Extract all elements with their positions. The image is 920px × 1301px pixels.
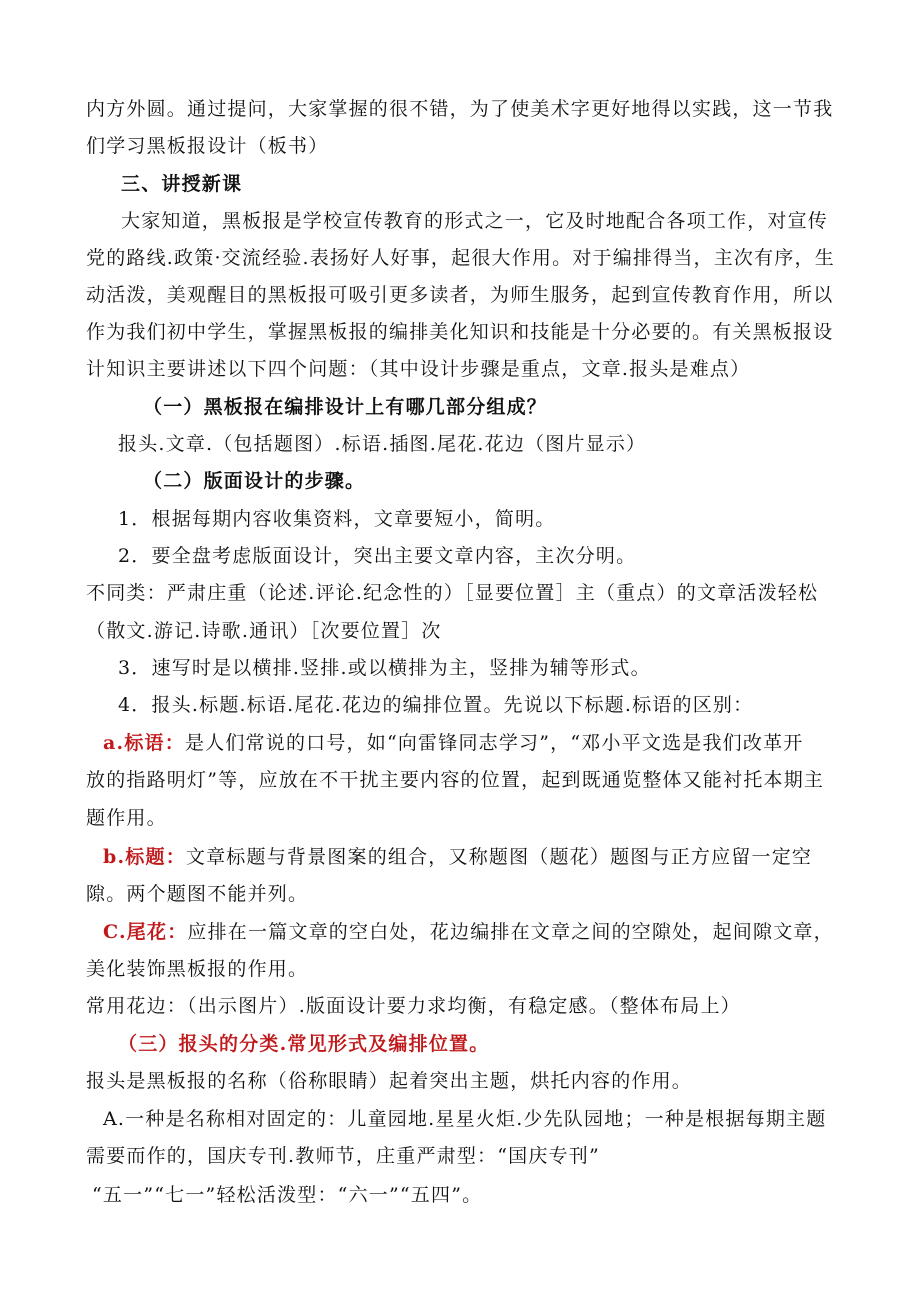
list-item: 1．根据每期内容收集资料，文章要短小，简明。 [118,508,556,530]
item-label: A. [103,1108,126,1130]
term-label: a.标语： [103,732,185,754]
paragraph-line: 大家知道，黑板报是学校宣传教育的形式之一，它及时地配合各项工作，对宣传 [121,210,829,232]
paragraph-line: 美化装饰黑板报的作用。 [86,958,309,980]
paragraph-line: 报头是黑板报的名称（俗称眼睛）起着突出主题，烘托内容的作用。 [86,1070,693,1092]
paragraph-line: （散文.游记.诗歌.通讯）［次要位置］次 [86,620,442,642]
list-item: 4．报头.标题.标语.尾花.花边的编排位置。先说以下标题.标语的区别： [118,694,754,716]
section-heading: 三、讲授新课 [121,173,243,195]
item-text: 一种是名称相对固定的：儿童园地.星星火炬.少先队园地；一种是根据每期主题 [125,1108,827,1130]
paragraph-line: 党的路线.政策·交流经验.表扬好人好事，起很大作用。对于编排得当，主次有序，生 [86,247,835,269]
paragraph-line: 作为我们初中学生，掌握黑板报的编排美化知识和技能是十分必要的。有关黑板报设 [86,321,834,343]
paragraph-line [103,1107,826,1131]
paragraph-line: 报头.文章.（包括题图）.标语.插图.尾花.花边（图片显示） [118,433,647,455]
list-item: 3．速写时是以横排.竖排.或以横排为主，竖排为辅等形式。 [118,657,651,679]
paragraph-line [103,731,803,755]
subsection-heading: （三）报头的分类.常见形式及编排位置。 [118,1033,490,1055]
term-label: b.标题： [103,846,186,868]
paragraph-line: 常用花边：（出示图片）.版面设计要力求均衡，有稳定感。（整体布局上） [86,995,741,1017]
paragraph-line: 计知识主要讲述以下四个问题：（其中设计步骤是重点，文章.报头是难点） [86,358,751,380]
paragraph-line: 需要而作的，国庆专刊.教师节，庄重严肃型：“国庆专刊” [86,1145,600,1167]
paragraph-line: 动活泼，美观醒目的黑板报可吸引更多读者，为师生服务，起到宣传教育作用，所以 [86,284,834,306]
paragraph-line: 内方外圆。通过提问，大家掌握的很不错，为了使美术字更好地得以实践，这一节我 [86,98,834,120]
paragraph-line: 隙。两个题图不能并列。 [86,883,309,905]
paragraph-line [103,920,834,944]
paragraph-line: 不同类：严肃庄重（论述.评论.纪念性的）［显要位置］主（重点）的文章活泼轻松 [86,582,819,604]
term-text: 应排在一篇文章的空白处，花边编排在文章之间的空隙处，起间隙文章， [187,921,834,943]
subsection-heading: （一）黑板报在编排设计上有哪几部分组成？ [143,396,548,418]
paragraph-line [103,845,812,869]
paragraph-line: “五一”“七一”轻松活泼型：“六一”“五四”。 [92,1184,483,1206]
term-text: 文章标题与背景图案的组合，又称题图（题花）题图与正方应留一定空 [185,846,813,868]
paragraph-line: 们学习黑板报设计（板书） [86,135,329,157]
subsection-heading: （二）版面设计的步骤。 [143,470,366,492]
paragraph-line: 题作用。 [86,807,167,829]
term-text: 是人们常说的口号，如“向雷锋同志学习”，“邓小平文选是我们改革开 [184,732,804,754]
list-item: 2．要全盘考虑版面设计，突出主要文章内容，主次分明。 [118,545,637,567]
paragraph-line: 放的指路明灯”等，应放在不干扰主要内容的位置，起到既通览整体又能衬托本期主 [86,769,825,791]
term-label: C.尾花： [103,921,188,943]
